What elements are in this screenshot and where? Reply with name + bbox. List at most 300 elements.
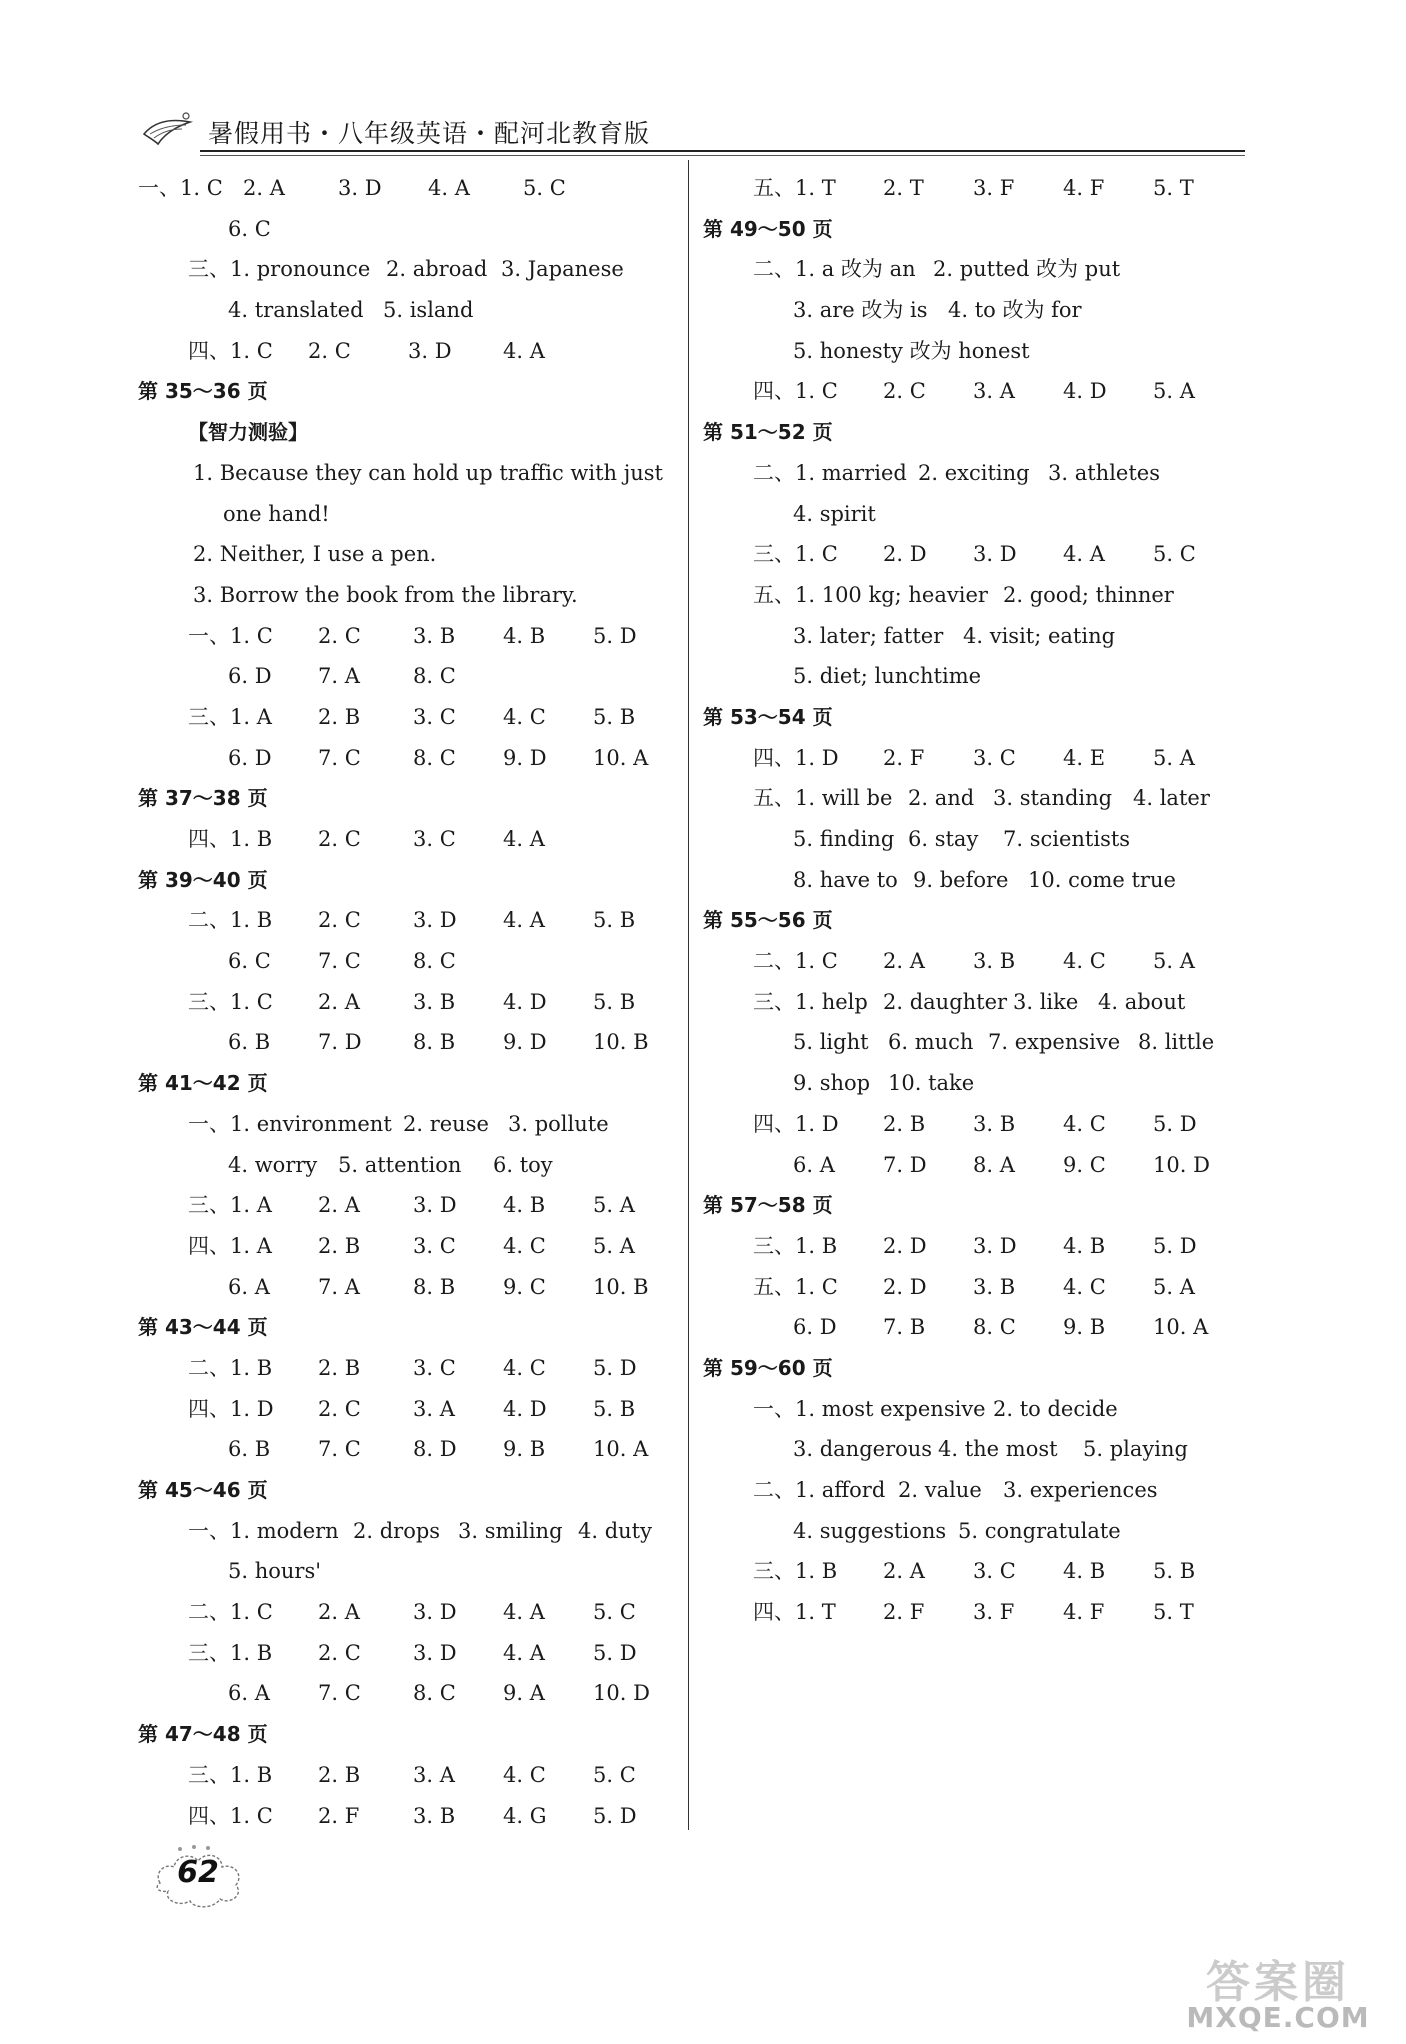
answer-item: 7. C — [318, 1681, 361, 1706]
answer-item: 10. A — [1153, 1315, 1209, 1340]
answer-row — [703, 1551, 1243, 1592]
answer-item: 一、1. C — [188, 623, 273, 648]
answer-item: 10. take — [888, 1071, 975, 1096]
answer-item: 5. B — [593, 1396, 636, 1421]
answer-item: 4. A — [428, 176, 470, 200]
answer-item: 5. C — [523, 176, 566, 200]
answer-row — [138, 1551, 678, 1592]
answer-item: 二、1. C — [188, 1600, 273, 1625]
answer-item: 2. D — [883, 1233, 927, 1258]
answer-item: 三、1. B — [188, 1762, 273, 1787]
answer-item: 10. B — [593, 1030, 649, 1055]
answer-item: 5. playing — [1083, 1437, 1188, 1462]
answer-item: 四、1. A — [188, 1233, 272, 1258]
answer-row — [703, 331, 1243, 372]
answer-row — [138, 1185, 678, 1226]
answer-row — [138, 982, 678, 1023]
answer-item: 5. C — [593, 1600, 636, 1625]
answer-item: 一、1. modern — [188, 1518, 339, 1543]
answer-item: 4. A — [503, 827, 545, 851]
answer-item: 4. C — [1063, 949, 1106, 974]
answer-item: 5. attention — [338, 1152, 462, 1177]
answer-item: 5. D — [593, 1640, 637, 1665]
answer-item: 4. B — [1063, 1559, 1106, 1584]
answer-item: 2. A — [243, 176, 285, 200]
answer-row — [703, 616, 1243, 657]
answer-item: 四、1. T — [753, 1600, 836, 1625]
answer-item: 2. C — [318, 623, 361, 648]
answer-item: 7. A — [318, 1274, 360, 1299]
section-heading: 第 39～40 页 — [138, 867, 268, 892]
answer-item: 2. A — [318, 1600, 360, 1625]
answer-row — [138, 1267, 678, 1308]
answer-item: 4. C — [503, 1233, 546, 1258]
answer-item: 2. B — [883, 1111, 926, 1136]
section-heading: 第 59～60 页 — [703, 1355, 833, 1380]
answer-item: 8. D — [413, 1437, 457, 1462]
answer-item: 4. the most — [938, 1437, 1058, 1462]
answer-row — [138, 1226, 678, 1267]
answer-item: 3. D — [973, 1233, 1017, 1258]
answer-row — [138, 1796, 678, 1837]
answer-item: 2. F — [883, 745, 925, 770]
answer-item: 3. F — [973, 1600, 1015, 1625]
answer-item: 2. value — [898, 1478, 982, 1502]
answer-item: 四、1. D — [753, 1111, 839, 1136]
answer-item: 2. Neither, I use a pen. — [193, 542, 437, 567]
answer-row — [138, 656, 678, 697]
answer-item: 4. B — [503, 623, 546, 648]
answer-row — [138, 900, 678, 941]
answer-item: 2. B — [318, 704, 361, 729]
section-heading: 第 37～38 页 — [138, 786, 268, 811]
answer-item: 4. A — [503, 1600, 545, 1625]
answer-item: 3. experiences — [1003, 1478, 1158, 1502]
column-divider — [688, 160, 689, 1830]
answer-row — [703, 941, 1243, 982]
answer-column-right — [703, 168, 1243, 1633]
answer-item: 二、1. B — [188, 1355, 273, 1380]
answer-item: 4. C — [1063, 1111, 1106, 1136]
answer-item: 6. C — [228, 216, 271, 241]
answer-item: 8. B — [413, 1274, 456, 1299]
answer-item: 5. T — [1153, 176, 1194, 200]
answer-item: 9. C — [503, 1274, 546, 1299]
answer-item: 2. A — [883, 1559, 925, 1584]
header-rule-thin — [200, 155, 1245, 156]
answer-item: 4. B — [503, 1193, 546, 1218]
answer-item: 4. D — [503, 989, 547, 1014]
answer-row — [138, 819, 678, 860]
answer-item: 4. D — [1063, 379, 1107, 404]
answer-item: 7. expensive — [988, 1030, 1121, 1055]
page-title: 暑假用书・八年级英语・配河北教育版 — [208, 119, 651, 148]
section-heading: 第 51～52 页 — [703, 420, 833, 445]
answer-item: 四、1. C — [753, 379, 838, 404]
answer-item: 3. D — [413, 1193, 457, 1218]
answer-item: 5. B — [593, 704, 636, 729]
answer-row — [703, 290, 1243, 331]
answer-item: 3. Japanese — [501, 257, 624, 282]
answer-item: 5. hours' — [228, 1559, 321, 1584]
answer-item: 6. stay — [908, 827, 979, 851]
answer-item: 5. D — [593, 1803, 637, 1828]
answer-row — [138, 209, 678, 250]
answer-item: 1. Because they can hold up traffic with just — [193, 460, 663, 485]
answer-item: 6. D — [228, 664, 272, 689]
answer-item: 4. visit; eating — [963, 623, 1116, 648]
answer-row — [138, 168, 678, 209]
section-heading: 第 45～46 页 — [138, 1478, 268, 1502]
answer-item: 9. A — [503, 1681, 545, 1706]
answer-row — [138, 1104, 678, 1145]
answer-item: 7. C — [318, 745, 361, 770]
answer-item: 10. D — [1153, 1152, 1210, 1177]
answer-item: 5. diet; lunchtime — [793, 664, 982, 689]
answer-item: 5. B — [593, 989, 636, 1014]
answer-row — [138, 1592, 678, 1633]
answer-item: 5. D — [593, 1355, 637, 1380]
answer-item: 8. little — [1138, 1030, 1215, 1055]
watermark-logo-text: 答案圈 — [1206, 1957, 1350, 2008]
answer-item: 3. like — [1013, 989, 1079, 1014]
answer-item: 3. C — [413, 1233, 456, 1258]
answer-item: 4. duty — [578, 1518, 652, 1543]
section-heading: 第 53～54 页 — [703, 704, 833, 729]
answer-row — [703, 1063, 1243, 1104]
answer-row — [703, 1145, 1243, 1186]
answer-item: 5. A — [1153, 379, 1195, 404]
answer-row — [138, 494, 678, 535]
answer-item: 3. athletes — [1048, 460, 1160, 485]
answer-item: 5. D — [593, 623, 637, 648]
answer-item: 3. D — [413, 1640, 457, 1665]
answer-item: 4. A — [503, 338, 545, 363]
answer-item: 5. finding — [793, 827, 895, 851]
answer-item: 6. A — [228, 1681, 270, 1706]
answer-item: 7. D — [883, 1152, 927, 1177]
answer-row — [703, 1511, 1243, 1552]
answer-row — [703, 1226, 1243, 1267]
answer-item: 4. F — [1063, 176, 1105, 200]
answer-item: 5. island — [383, 298, 474, 323]
answer-item: 7. D — [318, 1030, 362, 1055]
answer-item: 3. A — [973, 379, 1015, 404]
section-heading: 第 55～56 页 — [703, 908, 833, 933]
answer-item: 3. F — [973, 176, 1015, 200]
answer-row — [138, 290, 678, 331]
answer-row — [703, 1429, 1243, 1470]
answer-row — [138, 738, 678, 779]
answer-item: 5. A — [593, 1233, 635, 1258]
answer-item: 6. B — [228, 1030, 271, 1055]
answer-item: 6. B — [228, 1437, 271, 1462]
answer-item: 5. A — [1153, 745, 1195, 770]
answer-item: 3. are 改为 is — [793, 298, 928, 323]
answer-item: 2. C — [318, 1396, 361, 1421]
answer-row — [138, 1511, 678, 1552]
answer-item: 4. translated — [228, 298, 364, 323]
answer-item: 4. to 改为 for — [948, 298, 1082, 323]
answer-item: 2. exciting — [918, 460, 1030, 485]
site-watermark — [1158, 1946, 1398, 2038]
answer-item: 10. A — [593, 1437, 649, 1462]
answer-row — [703, 1022, 1243, 1063]
answer-item: 10. B — [593, 1274, 649, 1299]
answer-item: 三、1. B — [188, 1640, 273, 1665]
answer-item: 3. standing — [993, 786, 1113, 811]
answer-item: 2. abroad — [386, 257, 488, 282]
answer-row — [138, 1022, 678, 1063]
section-heading: 第 41～42 页 — [138, 1071, 268, 1096]
answer-item: 3. A — [413, 1396, 455, 1421]
answer-item: 2. T — [883, 176, 924, 200]
answer-item: 7. A — [318, 664, 360, 689]
answer-item: 2. drops — [353, 1518, 441, 1543]
answer-item: 2. and — [908, 786, 975, 811]
answer-item: 7. C — [318, 1437, 361, 1462]
answer-item: 9. B — [503, 1437, 546, 1462]
answer-item: 3. Borrow the book from the library. — [193, 582, 578, 607]
answer-row — [138, 1145, 678, 1186]
answer-item: 6. much — [888, 1030, 974, 1055]
answer-item: 2. C — [318, 908, 361, 933]
answer-row — [703, 534, 1243, 575]
answer-item: 3. later; fatter — [793, 623, 944, 648]
answer-row — [703, 860, 1243, 901]
answer-item: 5. T — [1153, 1600, 1194, 1625]
answer-item: 二、1. married — [753, 460, 907, 485]
answer-item: 四、1. C — [188, 1803, 273, 1828]
answer-row — [703, 1307, 1243, 1348]
answer-item: 2. F — [318, 1803, 360, 1828]
answer-row — [703, 738, 1243, 779]
answer-row — [138, 249, 678, 290]
answer-item: 5. C — [1153, 542, 1196, 567]
answer-item: 2. B — [318, 1762, 361, 1787]
answer-item: 2. F — [883, 1600, 925, 1625]
answer-item: 5. honesty 改为 honest — [793, 338, 1030, 363]
book-logo-icon — [140, 104, 196, 152]
answer-item: 3. B — [413, 989, 456, 1014]
answer-item: 三、1. pronounce — [188, 257, 371, 282]
answer-item: 四、1. D — [753, 745, 839, 770]
answer-item: 2. C — [308, 338, 351, 363]
answer-item: 6. A — [228, 1274, 270, 1299]
answer-item: 4. spirit — [793, 501, 876, 526]
answer-item: 5. D — [1153, 1233, 1197, 1258]
answer-item: 9. before — [913, 867, 1009, 892]
section-heading: 第 35～36 页 — [138, 379, 268, 404]
answer-item: 3. D — [973, 542, 1017, 567]
answer-item: 2. A — [318, 989, 360, 1014]
answer-row — [703, 371, 1243, 412]
answer-item: 4. A — [503, 1640, 545, 1665]
answer-item: 3. A — [413, 1762, 455, 1787]
answer-row — [703, 982, 1243, 1023]
answer-item: 2. A — [318, 1193, 360, 1218]
answer-item: 4. about — [1098, 989, 1186, 1014]
answer-item: 3. B — [973, 949, 1016, 974]
answer-item: 3. dangerous — [793, 1437, 933, 1462]
answer-column-left — [138, 168, 678, 1836]
answer-row — [138, 453, 678, 494]
answer-item: 3. B — [413, 623, 456, 648]
answer-item: 2. B — [318, 1233, 361, 1258]
answer-item: 2. reuse — [403, 1111, 489, 1136]
answer-item: 五、1. C — [753, 1274, 838, 1299]
answer-item: 2. C — [883, 379, 926, 404]
answer-row — [138, 331, 678, 372]
answer-row — [138, 412, 678, 453]
answer-item: 五、1. 100 kg; heavier — [753, 582, 988, 607]
answer-item: 6. C — [228, 949, 271, 974]
answer-item: 2. putted 改为 put — [933, 257, 1121, 282]
answer-item: 3. C — [973, 1559, 1016, 1584]
answer-item: 3. B — [973, 1111, 1016, 1136]
answer-item: 10. A — [593, 745, 649, 770]
answer-item: 4. suggestions — [793, 1518, 947, 1543]
answer-row — [703, 1470, 1243, 1511]
answer-item: 9. C — [1063, 1152, 1106, 1177]
answer-item: 3. C — [973, 745, 1016, 770]
answer-row — [138, 616, 678, 657]
answer-item: 3. B — [973, 1274, 1016, 1299]
section-heading: 第 57～58 页 — [703, 1193, 833, 1218]
answer-item: 5. A — [593, 1193, 635, 1218]
answer-item: 2. D — [883, 1274, 927, 1299]
answer-row — [703, 494, 1243, 535]
answer-item: 7. scientists — [1003, 827, 1131, 851]
quiz-heading: 【智力测验】 — [188, 420, 308, 445]
watermark-domain: MXQE.COM — [1186, 2001, 1370, 2034]
answer-row — [703, 1592, 1243, 1633]
answer-item: 5. congratulate — [958, 1518, 1121, 1543]
answer-row — [703, 778, 1243, 819]
answer-item: one hand! — [223, 501, 330, 526]
answer-item: 9. D — [503, 1030, 547, 1055]
answer-item: 一、1. C — [138, 176, 223, 200]
answer-item: 8. B — [413, 1030, 456, 1055]
answer-item: 4. F — [1063, 1600, 1105, 1625]
answer-item: 9. shop — [793, 1071, 871, 1096]
answer-row — [138, 1633, 678, 1674]
answer-item: 4. C — [503, 704, 546, 729]
answer-item: 2. to decide — [993, 1396, 1118, 1421]
answer-item: 五、1. T — [753, 176, 836, 200]
answer-row — [703, 819, 1243, 860]
answer-item: 2. D — [883, 542, 927, 567]
answer-item: 6. D — [228, 745, 272, 770]
answer-row — [138, 1389, 678, 1430]
answer-item: 3. smiling — [458, 1518, 563, 1543]
page-number: 62 — [177, 1855, 219, 1890]
answer-row — [138, 1348, 678, 1389]
section-heading: 第 43～44 页 — [138, 1315, 268, 1340]
answer-item: 三、1. C — [753, 542, 838, 567]
answer-item: 8. A — [973, 1152, 1015, 1177]
answer-item: 6. toy — [493, 1152, 553, 1177]
answer-item: 4. C — [503, 1762, 546, 1787]
answer-item: 四、1. C — [188, 338, 273, 363]
answer-item: 二、1. B — [188, 908, 273, 933]
answer-item: 4. later — [1133, 786, 1210, 811]
answer-item: 2. A — [883, 949, 925, 974]
answer-item: 8. C — [413, 745, 456, 770]
answer-row — [138, 575, 678, 616]
answer-item: 5. D — [1153, 1111, 1197, 1136]
answer-row — [138, 1755, 678, 1796]
answer-item: 4. C — [503, 1355, 546, 1380]
answer-item: 3. D — [408, 338, 452, 363]
answer-row — [138, 941, 678, 982]
answer-item: 4. C — [1063, 1274, 1106, 1299]
page-header — [140, 110, 1245, 152]
answer-item: 5. light — [793, 1030, 869, 1055]
answer-row — [138, 1429, 678, 1470]
answer-item: 4. A — [1063, 542, 1105, 567]
answer-row — [703, 168, 1243, 209]
answer-item: 4. B — [1063, 1233, 1106, 1258]
answer-item: 8. C — [413, 1681, 456, 1706]
answer-item: 10. D — [593, 1681, 650, 1706]
answer-item: 7. B — [883, 1315, 926, 1340]
answer-row — [703, 1104, 1243, 1145]
section-heading: 第 47～48 页 — [138, 1722, 268, 1747]
answer-item: 8. C — [413, 949, 456, 974]
answer-item: 9. B — [1063, 1315, 1106, 1340]
answer-row — [703, 1389, 1243, 1430]
answer-item: 8. C — [973, 1315, 1016, 1340]
answer-item: 4. worry — [228, 1152, 318, 1177]
answer-item: 5. B — [593, 908, 636, 933]
answer-item: 三、1. C — [188, 989, 273, 1014]
answer-item: 3. C — [413, 827, 456, 851]
answer-item: 8. have to — [793, 867, 898, 892]
answer-item: 6. D — [793, 1315, 837, 1340]
answer-item: 3. D — [413, 908, 457, 933]
answer-item: 10. come true — [1028, 867, 1176, 892]
answer-item: 一、1. most expensive — [753, 1396, 986, 1421]
answer-item: 3. B — [413, 1803, 456, 1828]
answer-item: 三、1. B — [753, 1559, 838, 1584]
answer-item: 2. good; thinner — [1003, 582, 1174, 607]
answer-item: 3. D — [413, 1600, 457, 1625]
answer-item: 2. C — [318, 1640, 361, 1665]
answer-item: 三、1. A — [188, 1193, 272, 1218]
answer-row — [703, 453, 1243, 494]
answer-item: 9. D — [503, 745, 547, 770]
answer-row — [138, 534, 678, 575]
answer-item: 4. E — [1063, 745, 1106, 770]
page-number-badge — [150, 1843, 246, 1909]
answer-row — [703, 249, 1243, 290]
answer-row — [703, 575, 1243, 616]
answer-item: 三、1. B — [753, 1233, 838, 1258]
answer-item: 3. D — [338, 176, 382, 200]
answer-item: 5. C — [593, 1762, 636, 1787]
answer-row — [703, 1267, 1243, 1308]
answer-item: 2. daughter — [883, 989, 1008, 1014]
answer-item: 2. C — [318, 827, 361, 851]
answer-item: 四、1. D — [188, 1396, 274, 1421]
answer-item: 4. A — [503, 908, 545, 933]
answer-item: 3. C — [413, 704, 456, 729]
answer-item: 四、1. B — [188, 827, 273, 851]
answer-item: 5. A — [1153, 1274, 1195, 1299]
answer-item: 5. A — [1153, 949, 1195, 974]
answer-item: 二、1. afford — [753, 1478, 886, 1502]
